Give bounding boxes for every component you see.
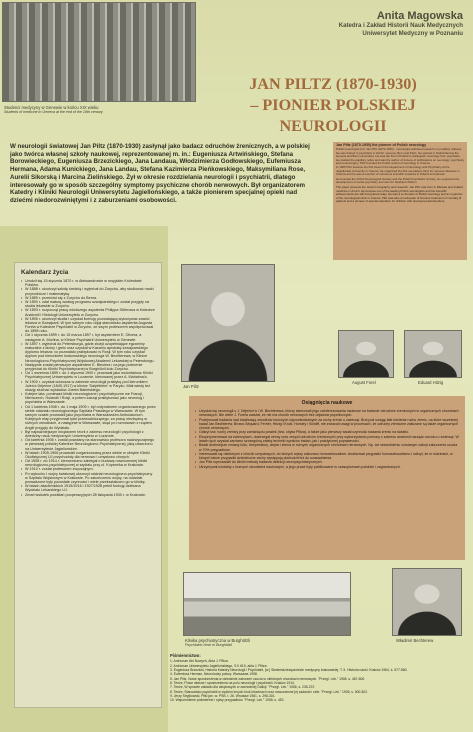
reference-item: 7. Tenże, W sprawie zakładu dla dziąkowych w zachodniej Galicji. "Przegl. Lek." 1906, s. 235-237. [170, 685, 316, 690]
burgholzli-clinic-image [184, 573, 350, 635]
reference-item: 1. Archiwum Akt Nowych, Akta J. Piltza. [170, 659, 229, 664]
reference-item: 4. Eufemiusz Herman, Neurolodzy polscy. Warszawa 1958. [170, 672, 258, 677]
calendar-item: • W 1893 r. rozpoczął pracę młodszego asystenta Philippa Stöhrowa w Katedrze Anatomii i Histologii Uniwersytetu w Zurychu. [21, 308, 156, 316]
life-calendar [14, 262, 162, 708]
intro-paragraph: W neurologii światowej Jan Piltz (1870-1930) zasłynął jako badacz odruchów źrenicznych, a w polskiej jako twórca własnej szkoły naukowej, reprezentowanej m. in.: Eugeniusza Artwińskiego, Stefana Borowieckiego, Eugeniusza Brzezickiego, Jana Landaua, Włodzimierza Godłowskiego, Eufemiusza Hermana, Adama Kunickiego, Jana Landau, Stefana Kazimierza Pieńkowskiego, Maksymiliana Rose, Aurelii Sikorską i Marcina Zielińskiego. Żył w okresie rozdzielania neurologii i psychiatrii, dlatego interesowały go w sposób szczególny symptomy psychiczne chorób nerwowych. Był organizatorem Katedry i Kliniki Neurologii Uniwersytetu Jagiellońskiego, a także pionierem specjalnej opieki nad dziećmi niedorozwiniętymi i z zaburzeniami osobowości. [10, 143, 310, 204]
author-name: Anita Magowska [376, 10, 463, 22]
achievement-item: • Uzyskał się neurologii u J. Déjerine'a i W. Bechterewa, którzy skierowali jego zainteresowania naukowe na badanie odruchów źrenicznych w organicznych chorobach nerwowych. Nie wiele J. Forela uważał, że nie ma chorób nerwowych bez objawów psychicznych. [195, 409, 459, 418]
achievement-item: • Badał drobniejsze zmiany bólu, temperatury, ciepła i zimna w różnych organicznych chorobach nerwowych. Np. we stwardnieniu rozsianym odkrył zaburzenia czucia w 70% przypadków. [195, 443, 459, 452]
bechterew-portrait-image [393, 569, 461, 635]
clinic-caption-en: Psychiatric clinic in Burghölzli [185, 643, 232, 647]
reference-item: 5. Jan Piltz, Nowe spostrzeżenia w dziedzinie zaburzeń czucia w niektórych chorobach nerwowych. "Przegl. Lek." 1908, s. 487-600. [170, 676, 366, 681]
burgholzli-clinic-photo [183, 572, 351, 636]
calendar-item: • Zmarł wskutek powikłań pooperacyjnych 28 listopada 1930 r. w Krakowie. [21, 493, 156, 497]
calendar-item: • Od kwietnia 1905 r. został powołany na stanowisko profesora nadzwyczajnego w pierwszej polskiej Katedrze Neurologiczno-Psychiatrycznej, jaką utworzono na Uniwersytecie Jagiellońskim. [21, 438, 156, 451]
author-affiliation-2: Uniwersytet Medyczny w Poznaniu [362, 29, 463, 37]
calendar-item: • W 1897 r. wyjechał do Petersburga, gdzie złożył uzupełniające egzaminy maturalne z łaciny i greki oraz uzyskał w Kazaniu aprobatę szwajcarskiego dyplomu lekarza; co pozwalało praktykować w Rosji. W tym roku uzyskał dyplom pod kierunkiem krakowskiego neurologa W. Bechterewa, w Klinice Neurologiczno-Psychiatrycznej Wojskowej Akademii Lekarskiej w Petersburgu. [21, 342, 156, 363]
group-photo [2, 2, 196, 102]
poster-title [198, 74, 468, 137]
english-abstract-lower: The paper presents the doctor's biography and research. Jan Piltz was born in Warsaw and studied medicine in Zurich. He became one of the leading Polish neurologists and his scientific achievements are still recognized today. He was a co-founder of Polish neurology and an organizer of the neurological clinic in Cracow. Piltz was also an advocate of humane treatment of mentally ill patients and a pioneer of special education for children with developmental disorders. [336, 185, 463, 204]
english-abstract-heading: Jan Piltz (1870-1930) the pioneer of Polish neurology [336, 143, 427, 147]
calendar-item: • Od 1 stycznia 1899 r. do 15 marca 1897 r. był asystentem E. Olivera, a następnie A. Morlina, w Klinice Psychiatrii Uniwersytetu w Genewie. [21, 333, 156, 341]
calendar-item: • W 1890 r. zdał maturę według programu szwajcarskiego i został przyjęty na studia lekarskie w Zurychu. [21, 300, 156, 308]
forel-portrait-image [339, 331, 393, 377]
calendar-item: • Od 1 kwietnia 1908 r. do 1 maja 1909 r. był ordynatorem organizowanego przez siebie oddziału neurologicznego Szpitala Praskiego w Warszawie. W tym samym czasie prowadził jako psychiatra w Warszawskim Ambulatorium. Kolejnych etap przyjmował tytuł przewodniczącego, za pracę niezbędną w różnych ośrodkach, a następnie w Warszawie, skąd po rozmowach z rządem Anglii przyjęty do Wydziału. [21, 405, 156, 430]
group-photo-image [3, 3, 195, 101]
hitzig-portrait-image [405, 331, 461, 377]
achievement-item: • Jan Piltz wprowadził do kliniki metody badania definicji neuropsychiatrycznych. [195, 460, 459, 464]
group-photo-caption-en: Students of medicine in Geneva at the end of the 19th century [4, 110, 103, 114]
english-abstract-box [333, 142, 467, 260]
calendar-item: • Kolejne lata, ponieważ kliniki neurologiczne i psychiatryczne we Francji, Niemczech, Holandii i Rosji, a potem zaczął praktykować jako neurolog i psychiatra w Warszawie. [21, 392, 156, 405]
reference-item: 3. Eugeniusz Brzezicki, Historia Katedry Neurologii i Psychiatrii, [w:] Siedemdziesięciolecie medycyny krakowskiej. T. II. Historia nauki. Kraków 1964, s. 577-580. [170, 668, 408, 673]
reference-item: 8. Tenże, Stanowisko psychiatrii w ciężkim innych kruk leksenach oraz nowoczesne jej zadania i cele. "Przegl. Lek." 1905, s. 500-502. [170, 689, 369, 694]
group-photo-caption-pl: Studenci medycyny w Genewie w końcu XIX wieku [4, 105, 99, 110]
calendar-item: • Od 1 września 1899 r. do 1 stycznia 1900 r. pracował jako wolontariusz Kliniki Psychiatrycznej Uniwersytetu w Lozannie, kierowanej przez A. Mahaima'a. [21, 371, 156, 379]
achievement-item: • Utrzymywał kontakty z licznymi ośrodkami naukowymi, a jego prace były publikowane w czasopismach polskich i zagranicznych. [195, 465, 459, 469]
piltz-portrait-image [182, 265, 274, 381]
reference-item: 6. Tenże, Prace własne i spostrzeżenia na polu neurologii i psychiatrii. Kraków 1914. [170, 681, 295, 686]
achievement-item: • Eksperymentował na zwierzętach, dostrzegał nerwy oraz zespół odruchów źrenicznych przy wykorzystaniu pomocy z zakresu anatomii narządu wzroku u zwierząt. W latach tych uzyskał zarówno szczególną zaletę techniki wyników badań, jak i praktycznej poprawności. [195, 435, 459, 444]
calendar-item: • W latach 1905-1906 prowadził zorganizowaną przez siebie w obrębie Kliniki Okulistycznej UJ przychodnię dla nerwowo i umysłowo chorych. [21, 451, 156, 459]
forel-caption: August Forel [352, 380, 376, 385]
forel-portrait [338, 330, 394, 378]
bechterew-caption: Władimir Bechterew [396, 638, 434, 643]
calendar-item: • W 1900 r. uzyskał wówczas w zakresie neurologii praktykę pod kierunkiem Jules'a Déjerine (1849-1917) w klinice 'Salpêtrière' w Paryżu. Miał wtedy też okazję słuchać wykładów Józefa Babińskiego. [21, 380, 156, 393]
life-calendar-list [21, 279, 156, 497]
reference-item: 2. Archiwum Uniwersytetu Jagiellońskiego, S II 619, akta J. Piltza. [170, 663, 268, 668]
piltz-caption: Jan Piltz [183, 384, 199, 389]
calendar-item: • W latach akademickich 1915/1916 i 1927/1928 pełnił funkcję dziekana Wydziału Lekarskiego UJ. [21, 484, 156, 492]
calendar-item: • Od 1908 r. do 1914 r. kierowniczno zabiegał o budowę nowoczesnej kliniki neurologiczno-psychiatrycznej w szpitalu przy ul. Kopernika w Krakowie. [21, 459, 156, 467]
english-abstract-p3: He founded the Polish Neurological Society and the Polish Psychiatric Society. He supported the development of social psychiatry and care for disabled children. [336, 176, 460, 185]
achievement-item: • Interesował się niektórymi z chorób umysłowych, do których wpisy zaliczano homoseksualizm. Analizował przypadki homoseksualizmu i odkrył, że w rodzinach, w których także przypadki dziedziczne cechy występują dochodził też do uzasadnienia. [195, 452, 459, 461]
calendar-item: • W 1910 r. został profesorem zwyczajnym. [21, 467, 156, 471]
english-abstract-p1: Polish neurologist prof. Jan Piltz (1870-1930) - neurologist authored research on pupillary reflexes. He was trained in psychiatry in Zurich, Geneva, Bern and Paris. He worked in Switzerland at the Geneva and Bern universities. He was the first in Poland to distinguish neurology from psychiatry. He studied the papillary reflex and was the author of dozens of publications on neurology, psychiatry and neurosurgery. Piltz founded the Polish school of neurology in Cracow. [336, 147, 465, 166]
calendar-item: • Następnie został pierwszym asystentem E. Bleulera i na jego polecenie przyjechał do Kliniki Psychiatrycznej w Burghölzli koło Zurychu. [21, 363, 156, 371]
reference-item: 10. Wspomnienie pośmiertne i opisy przypadków. "Przegl. Lek." 1908, s. 452. [170, 698, 285, 703]
bechterew-portrait [392, 568, 462, 636]
hitzig-portrait [404, 330, 462, 378]
hitzig-caption: Eduard Hitzig [418, 380, 444, 385]
achievements-list [195, 409, 459, 469]
scientific-achievements [189, 396, 465, 560]
poster-title-line2: – PIONIER POLSKIEJ NEUROLOGII [250, 96, 416, 135]
calendar-item: • W 1889 r. przeniósł się z Zurychu do Berna. [21, 296, 156, 300]
reference-item: 9. Jerzy Stryjkowski, Piłki jan. w: PSB. t. 26. Wrocław 1981, s. 298-301. [170, 694, 276, 699]
author-block [273, 10, 463, 37]
calendar-item: • Po wybuchu I wojny światowej utworzył oddział neurologiczno-psychiatryczny w Szpitalu Wojskowym w Krakowie. Po zakończeniu wojny, na oddziale prowadzone były pozostałe czynności i wiele przekształcono go w klinikę. [21, 472, 156, 485]
poster-title-line1: JAN PILTZ (1870-1930) [249, 75, 417, 93]
calendar-item: • W 1888 r. ukończył szkołę średnią i wyjechał do Zurychu, aby studiować nauki przyrodnicze i matematykę. [21, 287, 156, 295]
achievement-item: • Odkrył tzw. ruchy źrenicy przy zamknięciu powiek (tzw. objaw Piltza), a także jako pierwszy badał czynność badania źrenic na światło. [195, 430, 459, 434]
clinic-caption [185, 638, 355, 648]
achievements-heading: Osiągnięcia naukowe [301, 400, 353, 406]
references-heading: Piśmiennictwo: [170, 653, 201, 658]
calendar-item: • Urodził się 15 stycznia 1870 r. w Aleksandrowie w rosyjskim Królestwie Polskim. [21, 279, 156, 287]
piltz-portrait [181, 264, 275, 382]
life-calendar-heading: Kalendarz życia [21, 269, 69, 276]
clinic-caption-pl: Klinika psychiatryczna w Burghölzli [185, 638, 250, 643]
author-affiliation-1: Katedra i Zakład Historii Nauk Medycznych [338, 22, 463, 29]
group-photo-caption [4, 105, 194, 115]
calendar-item: • W 1895 r. ukończył studia i uzyskał licencję pozwalającą wykonywać zawód lekarza w Szwajcarii. W tym samym roku objął stanowisko asystenta Augusta Forela w Katedrze Psychiatrii w Zurychu, ze swym profesorem współpracował do 1898 roku. [21, 317, 156, 334]
achievement-item: • Podejmował badania nad lokalizacją ośrodków korowych odpowiedzialnych za ruchy źrenic u zwierząt. Brał pod uwagę fakt istnienia ruchu źrenic, na które wcześniej badał Jan Bechterew, Brown-Séquard, Ferrier, Hitzig i Knoll, Horsley i Schäff, nie zwracali uwagi w procesach, że odruchy źreniczne zaliczane są także organicznych chorób nerwowych. [195, 418, 459, 431]
english-abstract-p2: In 1905 Piltz became the first head of the Department of Neurology and Psychiatry at the Jagiellonian University in Cracow. He organized the first out-patient clinic for nervous diseases in Cracow and he was a member of numerous scientific societies in Poland and abroad. [336, 165, 460, 177]
calendar-item: • Był najważniejszym inicjatorem teorii z zakresu neurologii i psychologii z dziedziny nauk medycznych Uniwersytetu w Lozannie. [21, 430, 156, 438]
references [170, 654, 470, 703]
